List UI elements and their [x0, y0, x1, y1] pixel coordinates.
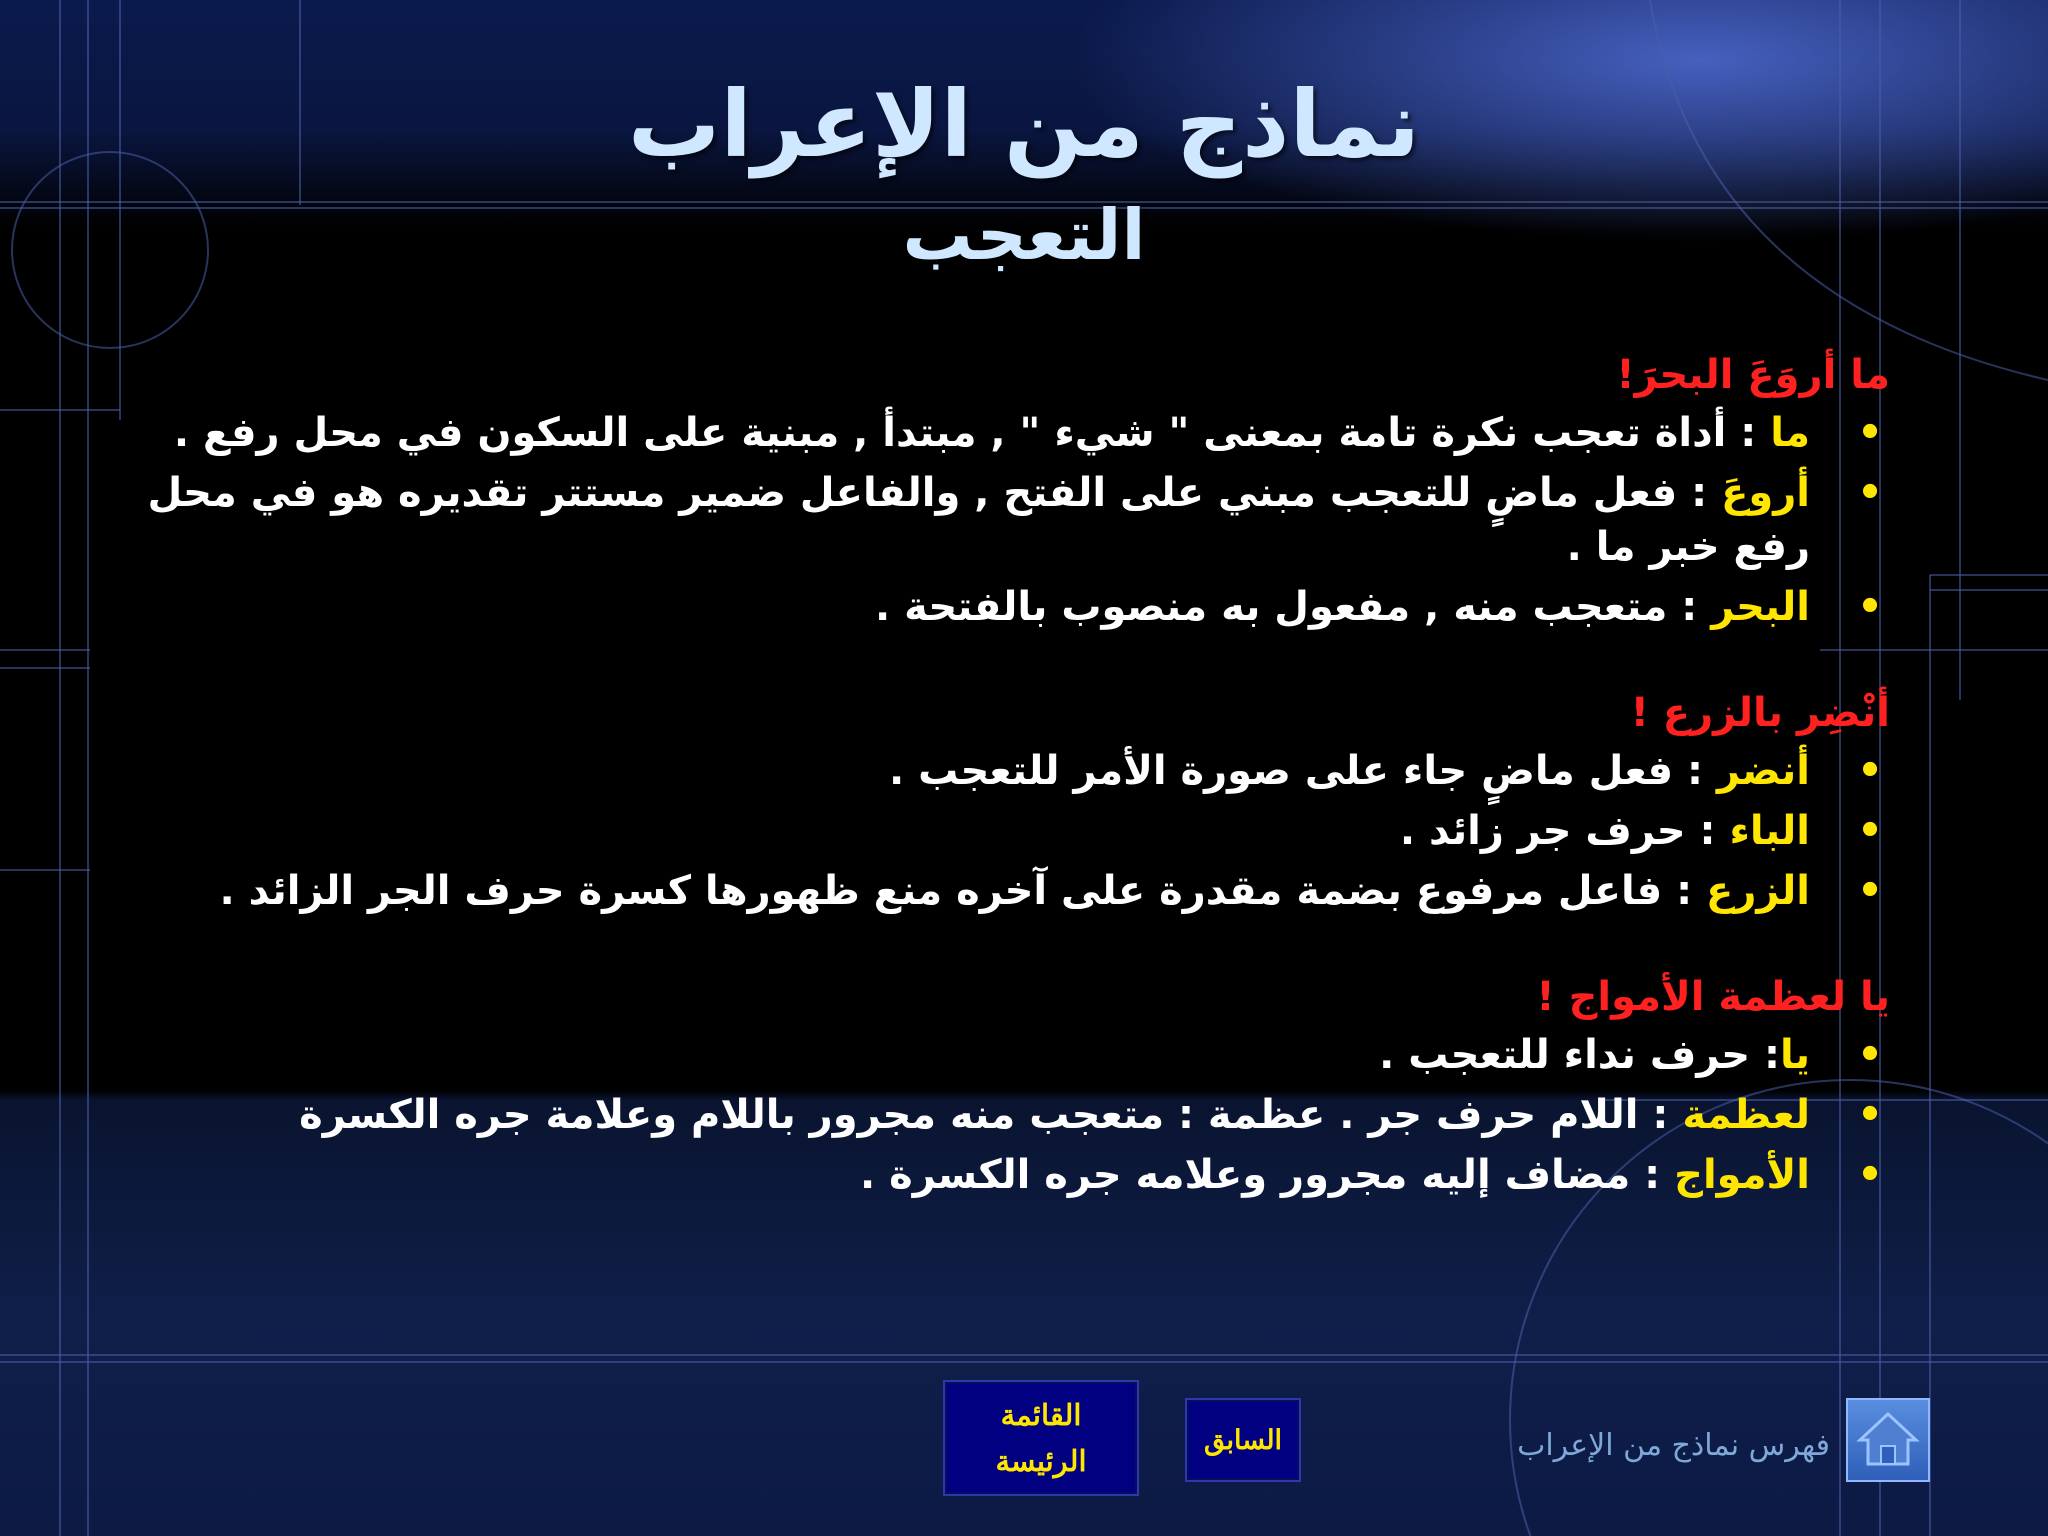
parsed-term: الزرع [1706, 868, 1810, 914]
example-group-1 [140, 348, 1890, 634]
parsing-text: متعجب منه , مفعول به منصوب بالفتحة . [875, 584, 1668, 630]
bullet-icon: • [1857, 868, 1883, 914]
example-heading: ما أروَعَ البحرَ! [1616, 352, 1890, 398]
home-icon [1848, 1400, 1928, 1480]
bullet-icon: • [1857, 1152, 1883, 1198]
content-area [140, 348, 1890, 1254]
parsed-term: يا [1779, 1032, 1810, 1078]
main-menu-label-line2: الرئيسة [995, 1444, 1087, 1478]
parsing-text: فعل ماضٍ جاء على صورة الأمر للتعجب . [889, 748, 1674, 794]
list-item [140, 1088, 1890, 1142]
parsed-term: أروعَ [1721, 470, 1810, 516]
separator: : [1673, 748, 1717, 794]
separator: : [1677, 470, 1722, 516]
parsing-text: حرف جر زائد . [1399, 808, 1686, 854]
main-menu-label [995, 1392, 1086, 1484]
home-button[interactable] [1846, 1398, 1930, 1482]
list-item [140, 1028, 1890, 1082]
bullet-icon: • [1857, 410, 1883, 456]
parsing-text: مضاف إليه مجرور وعلامه جره الكسرة . [860, 1152, 1631, 1198]
parsed-term: الأمواج [1674, 1152, 1810, 1198]
parsing-text: حرف نداء للتعجب . [1379, 1032, 1751, 1078]
bullet-icon: • [1857, 584, 1883, 630]
list-item [140, 406, 1890, 460]
parsed-term: الباء [1729, 808, 1810, 854]
separator: : [1667, 584, 1712, 630]
previous-label: السابق [1203, 1424, 1283, 1456]
list-item [140, 864, 1890, 918]
bullet-icon: • [1857, 808, 1883, 854]
example-heading: يا لعظمة الأمواج ! [1536, 974, 1890, 1020]
index-link[interactable]: فهرس نماذج من الإعراب [1517, 1428, 1830, 1463]
list-item [140, 466, 1890, 574]
list-item [140, 744, 1890, 798]
example-group-3 [140, 970, 1890, 1202]
slide-subtitle: التعجب [902, 194, 1146, 276]
parsing-text: أداة تعجب نكرة تامة بمعنى " شيء " , مبتدأ , مبنية على السكون في محل رفع . [173, 410, 1727, 456]
list-item [140, 1148, 1890, 1202]
separator: : [1726, 410, 1771, 456]
parsing-list [140, 1028, 1890, 1202]
main-menu-button[interactable] [943, 1380, 1139, 1496]
separator: : [1630, 1152, 1675, 1198]
example-heading: أنْضِر بالزرع ! [1630, 690, 1890, 736]
parsing-text: فاعل مرفوع بضمة مقدرة على آخره منع ظهورها كسرة حرف الجر الزائد . [219, 868, 1663, 914]
main-menu-label-line1: القائمة [1000, 1398, 1082, 1432]
list-item [140, 804, 1890, 858]
separator: : [1662, 868, 1707, 914]
bullet-icon: • [1857, 1092, 1883, 1138]
parsing-text: فعل ماضٍ للتعجب مبني على الفتح , والفاعل ضمير مستتر تقديره هو في محل رفع خبر ما . [147, 470, 1810, 570]
example-group-2 [140, 686, 1890, 918]
separator: : [1750, 1032, 1780, 1078]
parsed-term: البحر [1711, 584, 1810, 630]
parsed-term: لعظمة [1682, 1092, 1810, 1138]
bullet-icon: • [1857, 470, 1883, 516]
separator: : [1685, 808, 1730, 854]
parsing-text: اللام حرف جر . عظمة : متعجب منه مجرور باللام وعلامة جره الكسرة [299, 1092, 1639, 1138]
previous-button[interactable] [1185, 1398, 1301, 1482]
parsing-list [140, 406, 1890, 634]
parsed-term: ما [1770, 410, 1810, 456]
separator: : [1638, 1092, 1683, 1138]
parsing-list [140, 744, 1890, 918]
bullet-icon: • [1857, 748, 1883, 794]
list-item [140, 580, 1890, 634]
slide-title: نماذج من الإعراب [627, 71, 1421, 178]
parsed-term: أنضر [1716, 748, 1810, 794]
bullet-icon: • [1857, 1032, 1883, 1078]
